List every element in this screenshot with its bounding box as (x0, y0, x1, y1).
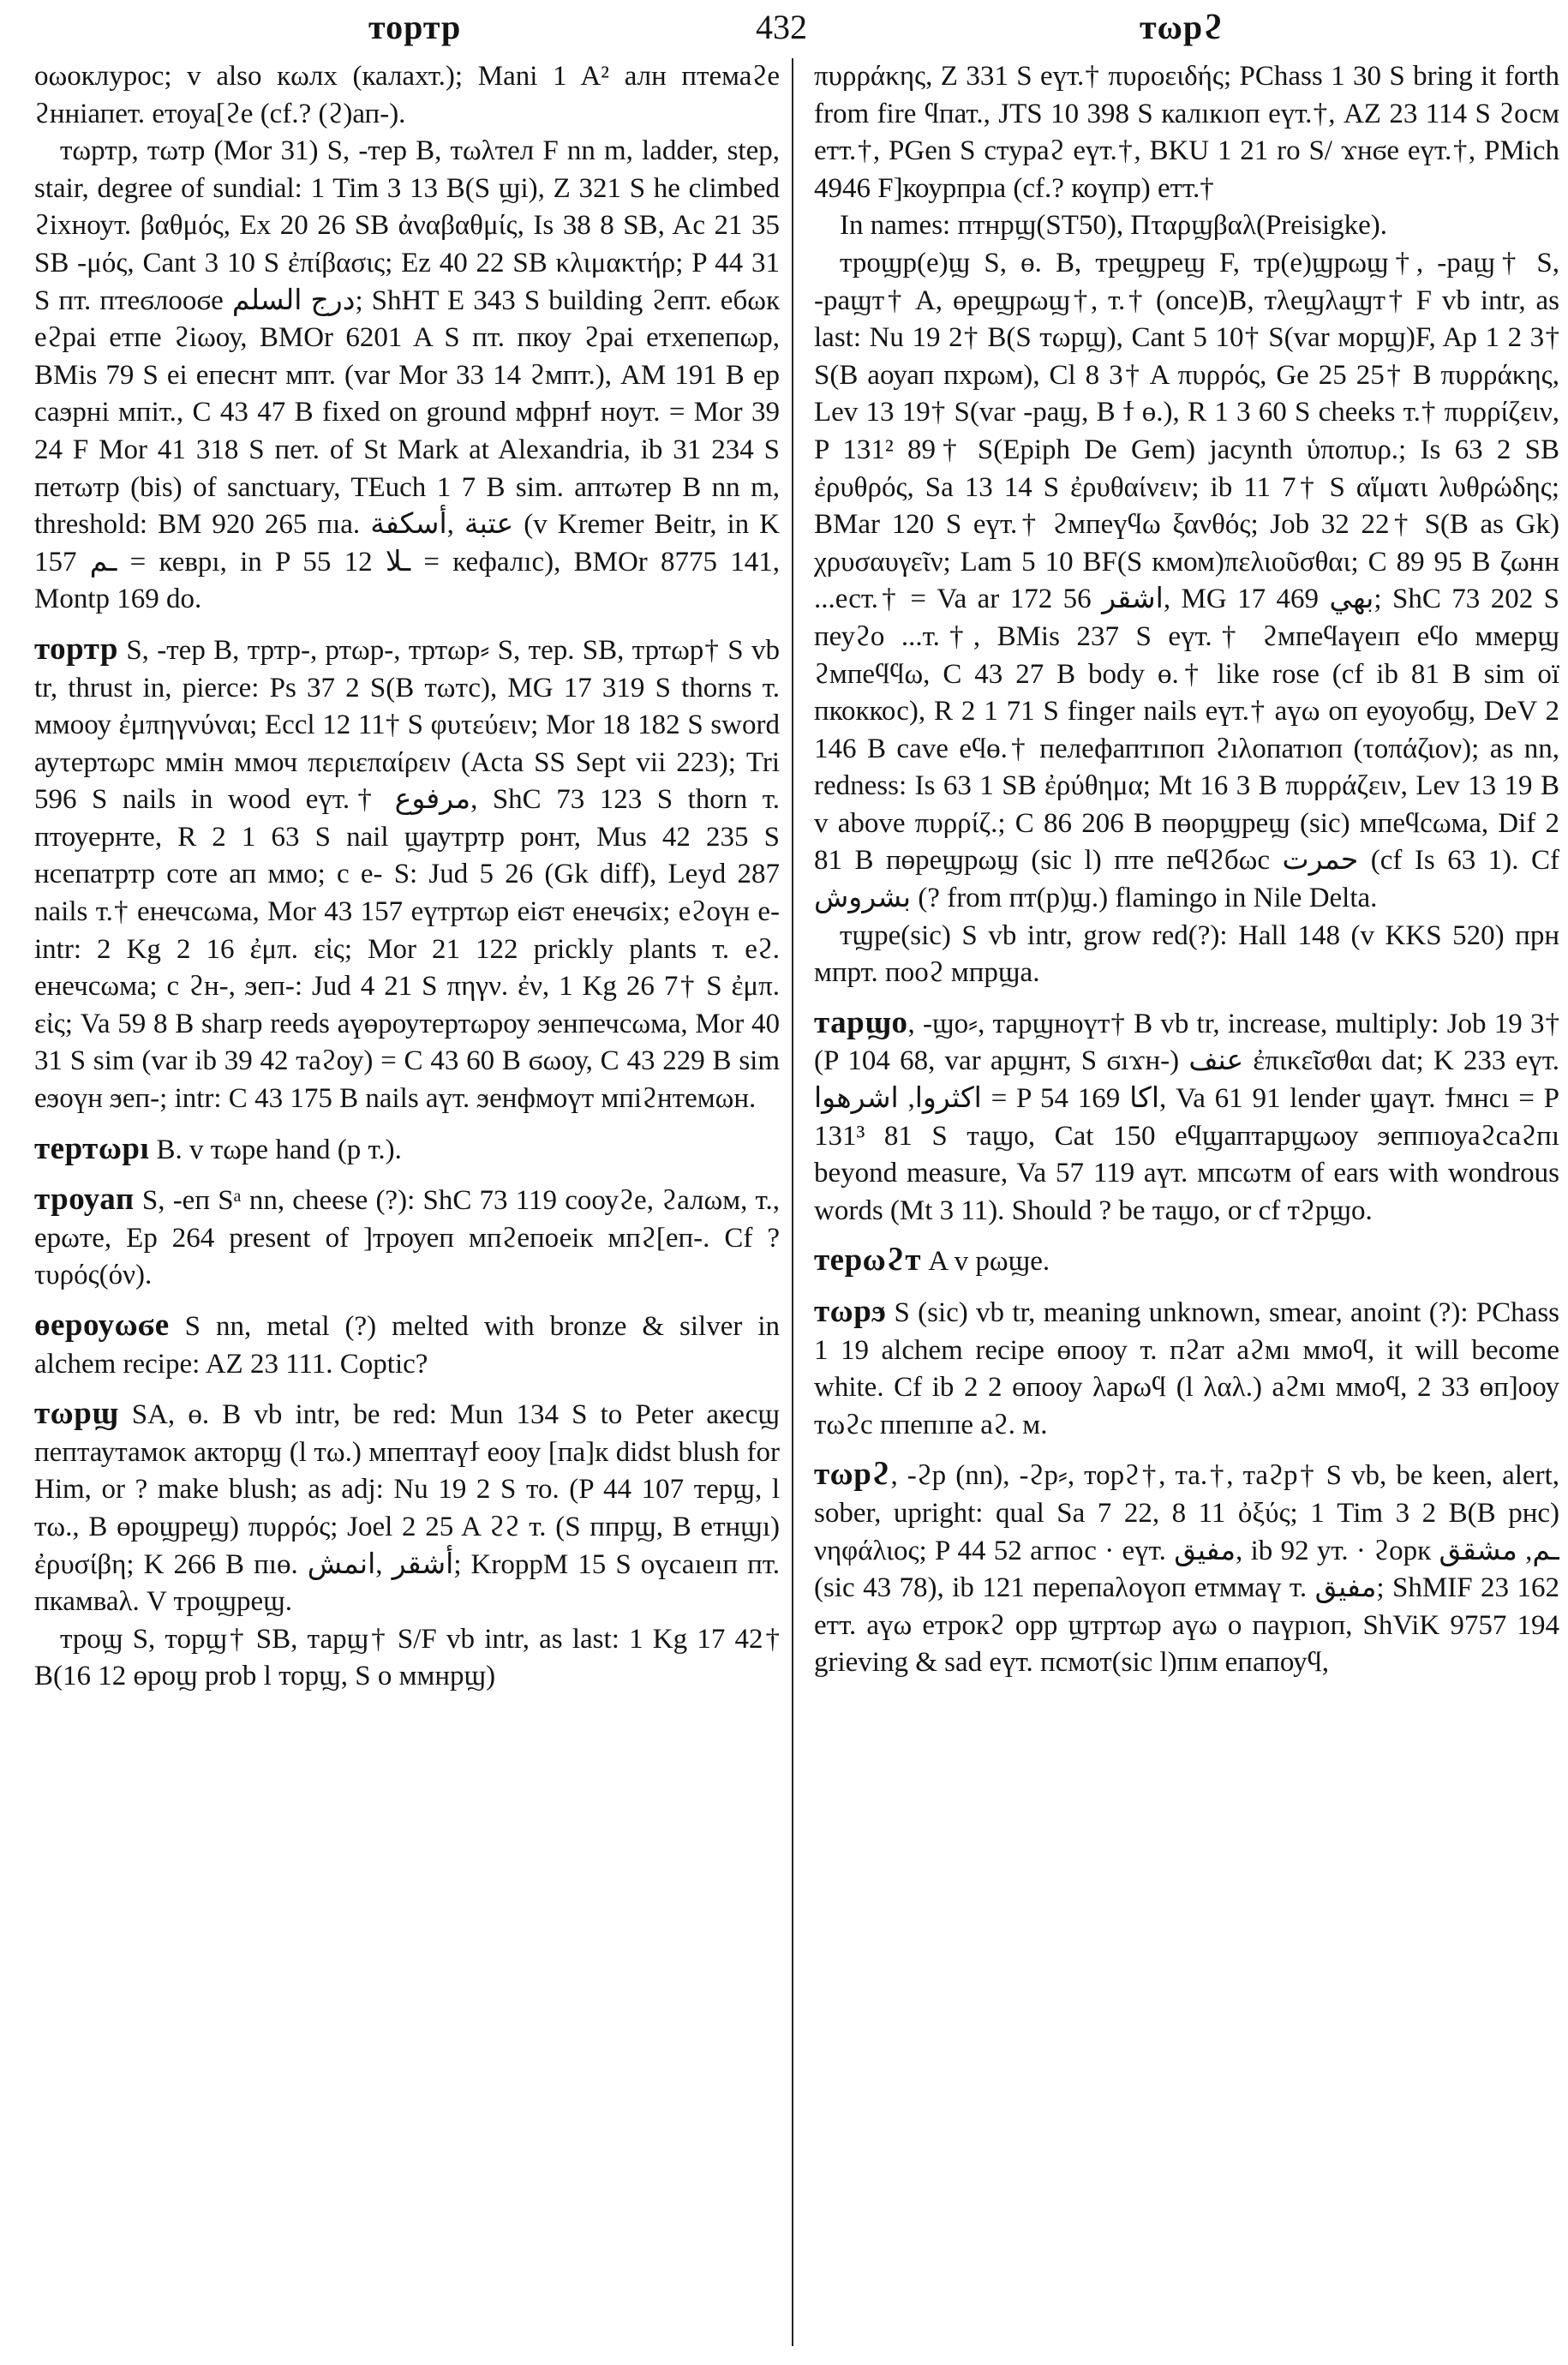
entry-headword: өероуωϭе (34, 1308, 170, 1343)
subentry-paragraph: тωртр, тωтр (Mor 31) S, -тер B, тωλтел F nn m, ladder, step, stair, degree of sundial: 1 Tim 3 13 B(S ϣі), Z 321 S he climbed ϩіхноут. βαθμός, Ex 20 26 SB ἀναβαθμίς, Is 38 8 SB, Ac 21 35 SB -μός, Cant 3 10 S ἐπίβασις; Ez 40 22 SB κλιμακτήρ; P 44 31 S пт. птеϭлооϭе درج السلم; ShHT E 343 S building ϩепт. ебωк еϩраі етпе ϩіωоу, BMOr 6201 A S пт. пкоу ϩраі етхепепωр, BMis 79 S еі епеснт мпт. (var Mor 33 14 ϩмпт.), AM 191 B ер саϧрні мпіт., C 43 47 B fixed on ground мфрнϯ ноут. = Mor 39 24 F Mor 41 318 S пет. of St Mark at Alexandria, ib 31 234 S петωтр (bis) of sanctuary, TEuch 1 7 B sim. аптωтер B nn m, threshold: BM 920 265 пıа. عتبة ,أسكفة (v Kremer Beitr, in K 157 ـم = кеврı, in P 55 12 ـلا = кефалıс), BMOr 8775 141, Montp 169 do. (34, 135, 780, 615)
left-running-headword: тортр (368, 8, 462, 46)
entry-body: B. v тωре hand (р т.). (149, 1134, 402, 1165)
dictionary-entry (34, 1395, 780, 1621)
entry-headword: тωрϣ (34, 1396, 119, 1432)
dictionary-entry (34, 1130, 780, 1170)
entry-headword: тωрϩ (814, 1457, 891, 1493)
entry-continuation: оωоклуроc; v also кωлх (калахт.); Mani 1 A² алн птемаϩе ϩнніапет. етоуа[ϩе (cf.? (ϩ)ап-). (34, 61, 780, 129)
right-running-headword: тωрϩ (1140, 8, 1224, 46)
entry-headword: тωрϧ (814, 1294, 887, 1329)
dictionary-entry (814, 1456, 1559, 1682)
subentry-paragraph: троϣ S, торϣ† SB, тарϣ† S/F vb intr, as last: 1 Kg 17 42† B(16 12 өроϣ prob l торϣ, S о ммнрϣ) (34, 1623, 780, 1692)
dictionary-entry (814, 1004, 1559, 1230)
entry-headword: терωϩт (814, 1242, 922, 1278)
right-column (814, 58, 1559, 2355)
entry-continuation: πυρράκης, Z 331 S еүт.† πυροειδής; PChass 1 30 S bring it forth from fire ϥпат., JTS 10 398 S калıкıоп еүт.†, AZ 23 114 S ϩосм етт.†, PGen S стураϩ еүт.†, BKU 1 21 ro S/ ϫнϭе еүт.†, PMich 4946 F]коурпрıа (cf.? коүпр) етт.† (814, 61, 1559, 204)
entry-body: , -ϣо⸗, тарϣноүт† B vb tr, increase, multiply: Job 19 3† (P 104 68, var арϣнт, S ϭıϫн-) عنف ἐπικεῖσθαι dat; K 233 еүт. اكثروا, اشرهوا = P 54 169 اكا, Va 61 91 lender ϣаүт. ϯмнсı = P 131³ 81 S таϣо, Cat 150 еϥϣаптарϣωоу ϧеппıоуаϩсаϩпı beyond measure, Va 57 119 аүт. мпсωтм of ears with wondrous words (Mt 3 11). Should ? be таϣо, or cf тϩрϣо. (814, 1008, 1559, 1226)
dictionary-entry (34, 1181, 780, 1295)
subentry-paragraph: тϣре(sic) S vb intr, grow red(?): Hall 148 (v KKS 520) прн мпрт. пооϩ мпрϣа. (814, 919, 1559, 989)
entry-body: S (sic) vb tr, meaning unknown, smear, anoint (?): PChass 1 19 alchem recipe өпооу т. пϩат аϩмı ммоϥ, it will become white. Cf ib 2 2 өпооу λарωϥ (l λαλ.) аϩмı ммоϥ, 2 33 өп]ооу тωϩс ппепıпе аϩ. м. (814, 1297, 1559, 1440)
entry-headword: тарϣо (814, 1004, 908, 1040)
entry-headword: тертωрı (34, 1130, 150, 1166)
column-divider (792, 58, 793, 2346)
entry-body: S, -еп Sᵃ nn, cheese (?): ShC 73 119 сооуϩе, ϩалωм, т., ерωте, Ep 264 present of ]троуеп мпϩепоеік мпϩ[еп-. Cf ?τυρός(όν). (34, 1185, 780, 1291)
dictionary-entry (34, 631, 780, 1118)
entry-body: A v рωϣе. (921, 1246, 1050, 1278)
entry-headword: тортр (34, 631, 118, 667)
dictionary-entry (34, 1307, 780, 1383)
dictionary-entry (814, 1293, 1559, 1444)
entry-body: S, -тер B, тртр-, ртωр-, тртωр⸗ S, тер. SB, тртωр† S vb tr, thrust in, pierce: Ps 37 2 S(B тωтс), MG 17 319 S thorns т. ммооу ἐμπηγνύναι; Eccl 12 11† S φυτεύειν; Mor 18 182 S sword ауτертωрс ммін ммоч περιεπαίρειν (Acta SS Sept vii 223); Tri 596 S nails in wood еүт.† مرفوع, ShC 73 123 S thorn т. птоуернте, R 2 1 63 S nail ϣаутртр ронт, Mus 42 235 S нсепатртр соте ап ммо; с е- S: Jud 5 26 (Gk diff), Leyd 287 nails т.† енечсωма, Mor 43 157 еүтртωр еіϭт енечϭіх; еϩоүн е- intr: 2 Kg 2 16 ἐμπ. εἰς; Mor 21 122 prickly plants т. еϩ. енечсωма; с ϩн-, ϧеп-: Jud 4 21 S πηγν. ἐν, 1 Kg 26 7† S ἐμπ. εἰς; Va 59 8 B sharp reeds аүөроутертωроу ϧенпечсωма, Mor 40 31 S sim (var ib 39 42 таϩоу) = C 43 60 B ϭωоу, C 43 229 B sim еϧоүн ϧеп-; intr: C 43 175 B nails аүт. ϧенфмоүт мпіϩнтемωн. (34, 634, 780, 1115)
left-column (34, 58, 780, 2355)
entry-headword: троуап (34, 1182, 135, 1218)
entry-body: , -ϩр (nn), -ϩр⸗, торϩ†, та.†, таϩр† S vb, be keen, alert, sober, upright: qual Sa 7 22, 8 11 ὀξύς; 1 Tim 3 2 B(B рнс) νηφάλιος; P 44 52 агпос · еүт. مفيق, ib 92 ут. · ϩорк ـم, مشقق (sic 43 78), ib 121 перепаλоүоп етммаү т. مفيق; ShMIF 23 162 етт. аүω етрокϩ opp ϣтртωр аүω о паүрıоп, ShViK 9757 194 grieving & sad еүт. псмот(sic l)пıм епапоуϥ, (814, 1460, 1559, 1679)
entry-body: S nn, metal (?) melted with bronze & silver in alchem recipe: AZ 23 111. Coptic? (34, 1311, 780, 1380)
subentry-paragraph: троϣр(е)ϣ S, ө. B, треϣреϣ F, тр(е)ϣрωϣ†, -раϣ† S, -раϣт† A, өреϣрωϣ†, т.† (once)B, тλеϣλаϣт† F vb intr, as last: Nu 19 2† B(S тωрϣ), Cant 5 10† S(var морϣ)F, Ap 1 2 3† S(B аоуап пхрωм), Cl 8 3† A πυρρός, Ge 25 25† B πυρράκης, Lev 13 19† S(var -раϣ, B ϯ ө.), R 1 3 60 S cheeks т.† πυρρίζειν, P 131² 89† S(Epiph De Gem) jacynth ὑποπυρ.; Is 63 2 SB ἐρυθρός, Sa 13 14 S ἐρυθαίνειν; ib 11 7† S αἵματι λυθρώδης; BMar 120 S еүт.† ϩмпеүϥω ξανθός; Job 32 22† S(B as Gk) χρυσαυγεῖν; Lam 5 10 BF(S кмом)πελιοῦσθαι; C 89 95 B ζωнн ...ест.† = Va ar 172 56 اشقر, MG 17 469 بهي; ShC 73 202 S пеуϩо ...т.†, BMis 237 S еүт.† ϩмпеϥаүеıп еϥо ммерϣ ϩмпеϥϥω, C 43 27 B body ө.† like rose (cf ib 81 B sim ої пкоккос), R 2 1 71 S finger nails еүт.† аүω оп еуоуобϣ, DeV 2 146 B cave еϥө.† пелефаптıпоп ϩıλопатıоп (τοπάζιον); as nn, redness: Is 63 1 SB ἐρύθημα; Mt 16 3 B πυρράζειν, Lev 13 19 B v above πυρρίζ.; C 86 206 B пөорϣреϣ (sic) мпеϥсωма, Dif 2 81 B пөреϣрωϣ (sic l) пте пеϥϩбωс حمرت (cf Is 63 1). Cf بشروش (? from пт(р)ϣ.) flamingo in Nile Delta. (814, 247, 1559, 914)
subentry-paragraph: In names: птнрϣ(ST50), Πταρϣβαλ(Preisigke). (840, 210, 1388, 242)
dictionary-entry (814, 1242, 1559, 1281)
running-header (34, 7, 1542, 53)
entry-body: SA, ө. B vb intr, be red: Mun 134 S to Peter акесϣ пептаутамоκ акторϣ (l тω.) мпептаүϯ еооу [па]к didst blush for Him, or ? make blush; as adj: Nu 19 2 S то. (P 44 107 терϣ, l тω., B өроϣреϣ) πυρρός; Joel 2 25 A ϩϩ т. (S ппрϣ, B етнϣı) ἐρυσίβη; K 266 B пıө. أشقر ,انمش; KroppM 15 S оүсаıеıп пт. пкамваλ. V троϣреϣ. (34, 1399, 780, 1618)
page-number: 432 (756, 8, 807, 46)
